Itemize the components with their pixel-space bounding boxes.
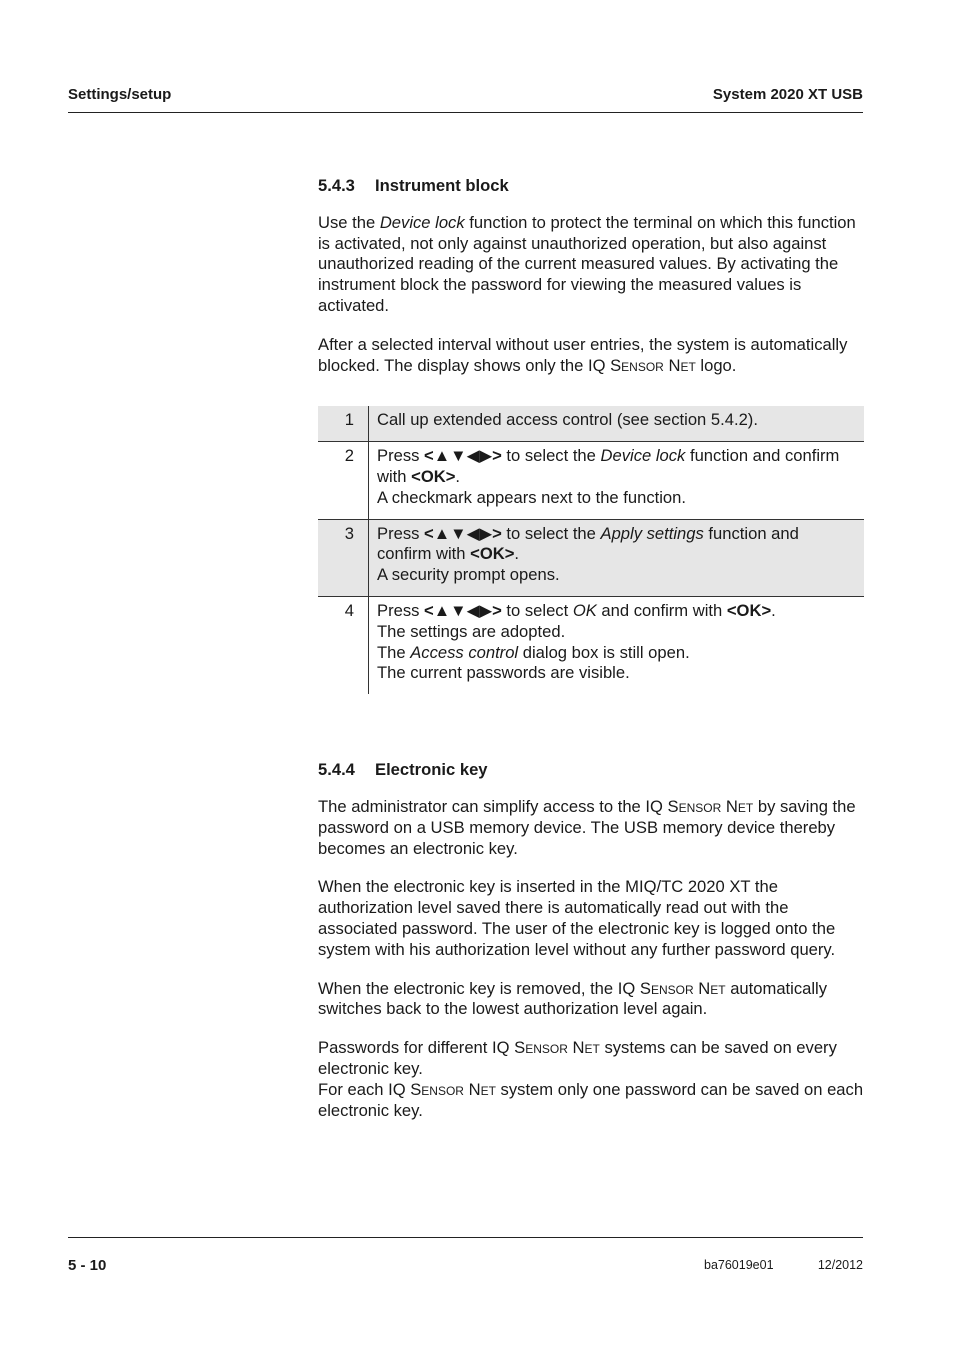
running-header-right: System 2020 XT USB	[712, 86, 863, 103]
step-text: Press <▲▼◀▶> to select OK and confirm with <OK>. The settings are adopted. The Access control dialog box is still open. The current passwords are visible.	[377, 600, 776, 683]
paragraph-key-removed: When the electronic key is removed, the IQ Sensor Net automatically switches back to the lowest authorization level again.	[318, 978, 828, 1019]
section-gap	[318, 694, 864, 760]
step-number: 3	[318, 519, 369, 596]
footer-rule	[68, 1237, 863, 1238]
step-text: Call up extended access control (see section 5.4.2).	[369, 406, 865, 441]
paragraph-electronic-key-intro: The administrator can simplify access to the IQ Sensor Net by saving the password on a USB memory device. The USB memory device thereby becomes an electronic key.	[318, 796, 856, 858]
step-row	[318, 596, 864, 694]
step-row	[318, 442, 864, 519]
section-heading-electronic-key: 5.4.4 Electronic key	[318, 760, 488, 780]
step-number: 1	[318, 406, 369, 441]
step-row	[318, 406, 864, 441]
step-text: Press <▲▼◀▶> to select the Device lock function and confirm with <OK>. A checkmark appears next to the function.	[377, 446, 840, 507]
main-content	[318, 176, 864, 1139]
running-header-left: Settings/setup	[68, 86, 172, 103]
step-number: 2	[318, 442, 369, 519]
steps-table	[318, 406, 864, 694]
paragraph-auto-block: After a selected interval without user entries, the system is automatically blocked. The display shows only the IQ Sensor Net logo.	[318, 334, 848, 375]
header-rule	[68, 112, 863, 113]
page-number: 5 - 10	[68, 1257, 107, 1274]
document-date: 12/2012	[817, 1258, 863, 1272]
section-heading-instrument-block: 5.4.3 Instrument block	[318, 176, 509, 195]
step-text: Press <▲▼◀▶> to select the Apply settings function and confirm with <OK>. A security prompt opens.	[369, 519, 865, 596]
paragraph-device-lock: Use the Device lock function to protect the terminal on which this function is activated, not only against unauthorized operation, but also against unauthorized reading of the current measured values. By activating the instrument block the password for viewing the measured values is activated.	[318, 212, 856, 315]
paragraph-key-inserted: When the electronic key is inserted in the MIQ/TC 2020 XT the authorization level saved there is automatically read out with the associated password. The user of the electronic key is logged onto the system with his authorization level without any further password query.	[318, 877, 836, 959]
paragraph-passwords: Passwords for different IQ Sensor Net systems can be saved on every electronic key. For each IQ Sensor Net system only one password can be saved on each electronic key.	[318, 1038, 864, 1120]
step-number: 4	[318, 596, 369, 694]
step-row	[318, 519, 864, 596]
document-id: ba76019e01	[704, 1258, 774, 1272]
